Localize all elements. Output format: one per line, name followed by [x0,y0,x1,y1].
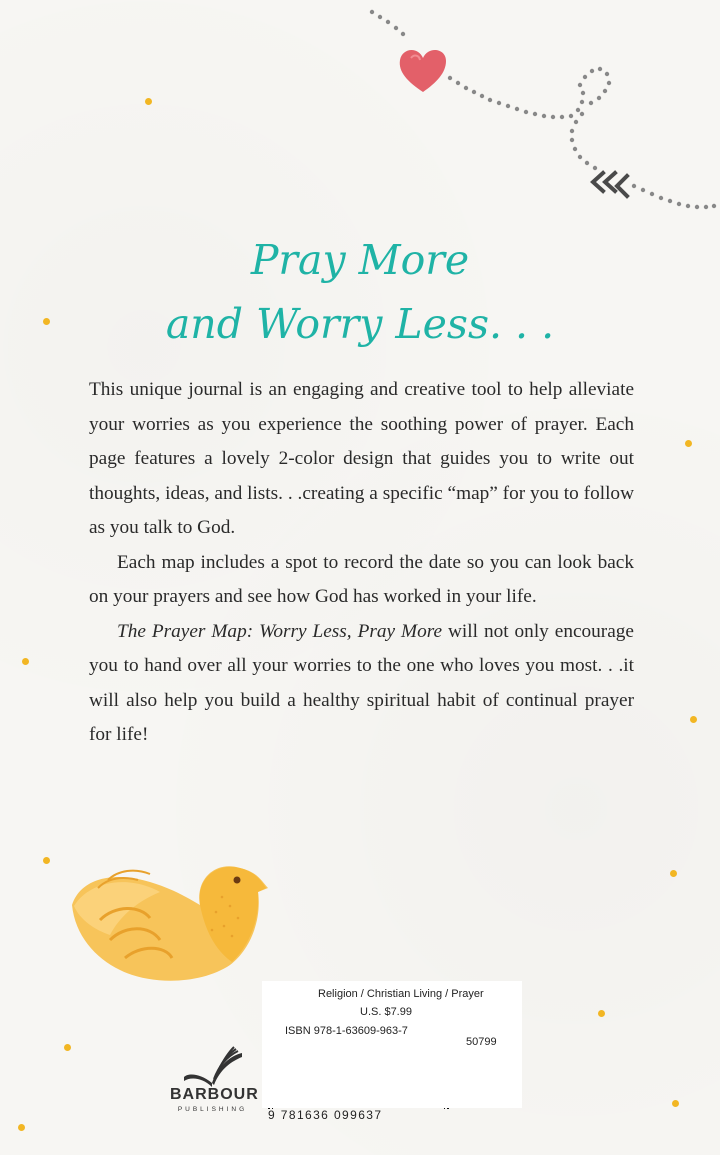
category-label: Religion / Christian Living / Prayer [318,988,484,1000]
paragraph-1: This unique journal is an engaging and creative tool to help alleviate your worries as you experience the soothing power of prayer. Each page features a lovely 2-color design that guides you to write out thoughts, ideas, and lists. . .creating a specific “map” for you to follow as you talk to God. [89,379,634,538]
decorative-dot [670,870,677,877]
decorative-dot [43,857,50,864]
decorative-dot [18,1124,25,1131]
description-body [89,373,634,753]
decorative-dot [690,716,697,723]
bird-illustration [72,866,268,980]
price-code: 50799 [466,1036,497,1048]
headline [0,228,720,356]
isbn-label: ISBN 978-1-63609-963-7 [285,1025,408,1037]
decorative-dot [145,98,152,105]
headline-line-2: and Worry Less. . . [165,300,555,348]
decorative-dot [598,1010,605,1017]
paragraph-3 [89,615,634,753]
paragraph-2: Each map includes a spot to record the date so you can look back on your prayers and see how God has worked in your life. [89,551,634,607]
chevron-arrow-icon [593,173,627,196]
paragraph-3-rest: will not only encourage you to hand over all your worries to the one who loves you most. . .it will also help you build a healthy spiritual habit of continual prayer for life! [89,620,634,745]
publisher-sub: PUBLISHING [177,1106,248,1113]
price-label: U.S. $7.99 [360,1006,412,1018]
decorative-dot [22,658,29,665]
headline-line-1: Pray More [250,236,470,284]
barcode-digits: 9 781636 099637 [268,1108,383,1122]
heart-icon [400,50,446,92]
decorative-dot [685,440,692,447]
publisher-name: BARBOUR [170,1086,259,1103]
book-title: The Prayer Map: Worry Less, Pray More [117,620,443,642]
decorative-dot [64,1044,71,1051]
dotted-path [370,10,716,209]
decorative-dot [672,1100,679,1107]
